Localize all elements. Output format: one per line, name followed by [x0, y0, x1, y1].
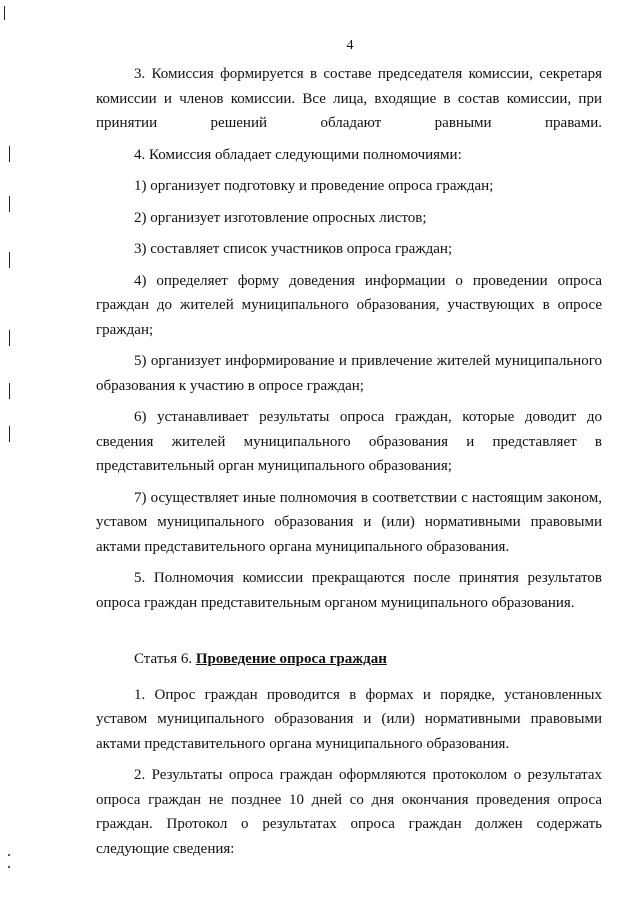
scan-speck [8, 866, 10, 868]
list-item: 3) составляет список участников опроса граждан; [134, 241, 453, 257]
scan-margin-mark [9, 196, 10, 212]
scan-margin-mark [9, 252, 10, 268]
list-item: 7) осуществляет иные полномочия в соответствии с настоящим законом, уставом муниципального образования и (или) нормативными правовыми актами представительного органа муниципального образования. [96, 489, 602, 555]
list-item: 5) организует информирование и привлечение жителей муниципального образования к участию в опросе граждан; [96, 353, 602, 394]
article-heading [96, 647, 602, 672]
scan-margin-mark [9, 426, 10, 442]
paragraph: 3. Комиссия формируется в составе председателя комиссии, секретаря комиссии и членов комиссии. Все лица, входящие в состав комиссии, при принятии решений обладают равными правами. [96, 66, 602, 131]
list-item: 2) организует изготовление опросных листов; [134, 209, 427, 226]
scan-margin-mark [9, 146, 10, 162]
list-item: 1) организует подготовку и проведение опроса граждан; [134, 178, 494, 194]
scan-margin-mark [9, 330, 10, 346]
page-number: 4 [346, 38, 354, 53]
paragraph: 5. Полномочия комиссии прекращаются после принятия результатов опроса граждан представительным органом муниципального образования. [96, 570, 602, 611]
scan-margin-mark [9, 383, 10, 399]
article-title: Проведение опроса граждан [195, 651, 387, 667]
body-text [96, 62, 602, 861]
paragraph: 4. Комиссия обладает следующими полномочиями: [134, 146, 462, 163]
paragraph: 2. Результаты опроса граждан оформляются протоколом о результатах опроса граждан не позднее 10 дней со дня окончания проведения опроса граждан. Протокол о результатах опроса граждан должен содержать следующие сведения: [96, 767, 602, 857]
list-item: 6) устанавливает результаты опроса граждан, которые доводит до сведения жителей муниципального образования и представляет в представительный орган муниципального образования; [96, 409, 602, 474]
scan-margin-mark [4, 6, 5, 20]
paragraph: 1. Опрос граждан проводится в формах и порядке, установленных уставом муниципального образования и (или) нормативными правовыми актами представительного органа муниципального образования. [96, 686, 602, 752]
scan-speck [8, 854, 10, 856]
article-prefix: Статья 6. [134, 651, 196, 667]
list-item: 4) определяет форму доведения информации о проведении опроса граждан до жителей муниципального образования, участвующих в опросе граждан; [96, 272, 602, 338]
